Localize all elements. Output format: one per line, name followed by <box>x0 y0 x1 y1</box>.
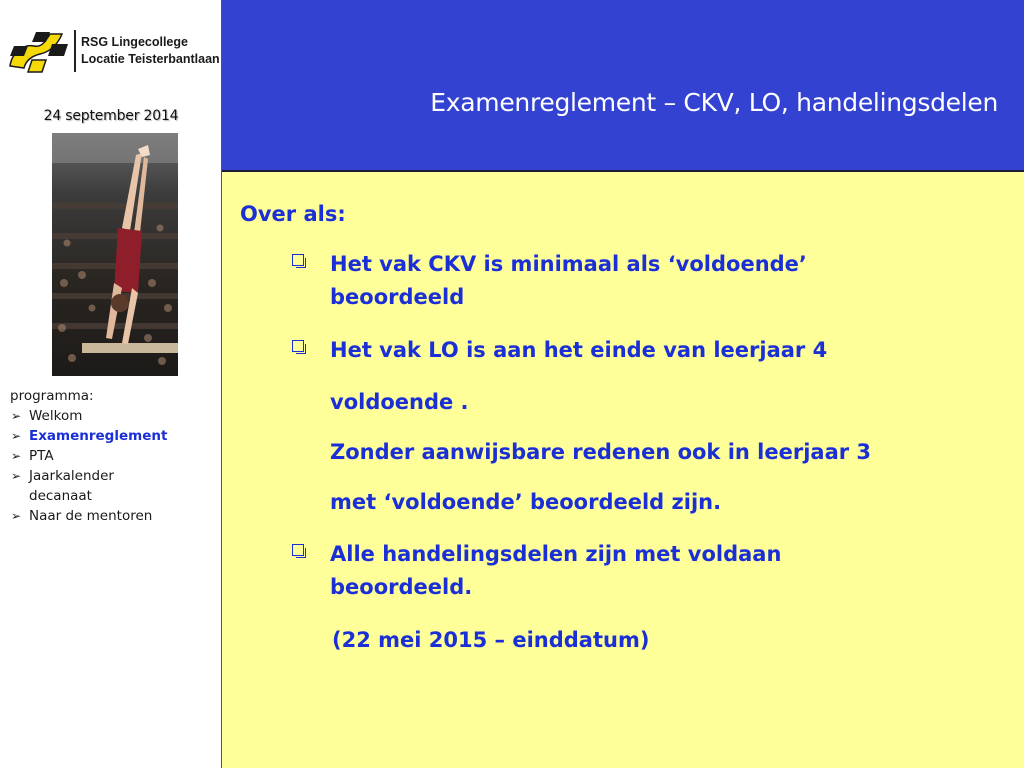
agenda-item-jaarkalender[interactable] <box>10 466 220 486</box>
slide-content <box>222 172 1024 768</box>
arrowhead-bullet-icon: ➢ <box>11 449 22 463</box>
school-logo <box>6 28 220 76</box>
logo-location: Locatie Teisterbantlaan <box>81 52 220 66</box>
arrowhead-bullet-icon: ➢ <box>11 429 22 443</box>
slide-title: Examenreglement – CKV, LO, handelingsdelen <box>430 88 998 117</box>
agenda-item-label: Welkom <box>29 408 83 424</box>
bullet-lo-continuation: voldoende . <box>330 390 469 414</box>
checkbox-bullet-icon <box>292 340 304 352</box>
logo-school-name: RSG Lingecollege <box>81 35 188 49</box>
bullet-lo-text: Het vak LO is aan het einde van leerjaar 4 <box>330 338 828 362</box>
agenda-item-label: Examenreglement <box>29 428 168 444</box>
bullet-line: Alle handelingsdelen zijn met voldaan <box>330 542 782 566</box>
presentation-date: 24 september 2014 <box>43 108 179 124</box>
bullet-handelingsdelen-text <box>330 538 980 604</box>
programma-list <box>10 406 220 526</box>
bullet-line: Het vak CKV is minimaal als ‘voldoende’ <box>330 252 807 276</box>
checkbox-bullet-icon <box>292 544 304 556</box>
agenda-item-examenreglement[interactable] <box>10 426 220 446</box>
agenda-item-label: decanaat <box>29 488 92 504</box>
checkbox-bullet-icon <box>292 254 304 266</box>
agenda-item-mentoren[interactable] <box>10 506 220 526</box>
content-lead: Over als: <box>240 202 346 226</box>
programma-agenda <box>10 386 220 526</box>
arrowhead-bullet-icon: ➢ <box>11 409 22 423</box>
agenda-item-welkom[interactable] <box>10 406 220 426</box>
logo-divider <box>74 30 76 72</box>
einddatum-note: (22 mei 2015 – einddatum) <box>332 628 650 652</box>
agenda-item-decanaat[interactable] <box>10 486 220 506</box>
agenda-item-pta[interactable] <box>10 446 220 466</box>
gymnast-photo <box>52 133 178 376</box>
agenda-item-label: PTA <box>29 448 54 464</box>
bullet-line: beoordeeld. <box>330 575 473 599</box>
content-body <box>222 172 1024 768</box>
arrowhead-bullet-icon: ➢ <box>11 509 22 523</box>
bullet-ckv-text <box>330 248 980 314</box>
programma-heading: programma: <box>10 388 94 404</box>
sidebar <box>0 0 222 768</box>
arrowhead-bullet-icon: ➢ <box>11 469 22 483</box>
slide-header <box>222 0 1024 170</box>
agenda-item-label: Jaarkalender <box>29 468 114 484</box>
rsg-logo-icon <box>6 28 72 74</box>
agenda-item-label: Naar de mentoren <box>29 508 153 524</box>
bullet-lo-continuation: met ‘voldoende’ beoordeeld zijn. <box>330 490 722 514</box>
bullet-line: beoordeeld <box>330 285 465 309</box>
gymnast-image-icon <box>52 133 178 376</box>
bullet-lo-continuation: Zonder aanwijsbare redenen ook in leerjaar 3 <box>330 440 872 464</box>
